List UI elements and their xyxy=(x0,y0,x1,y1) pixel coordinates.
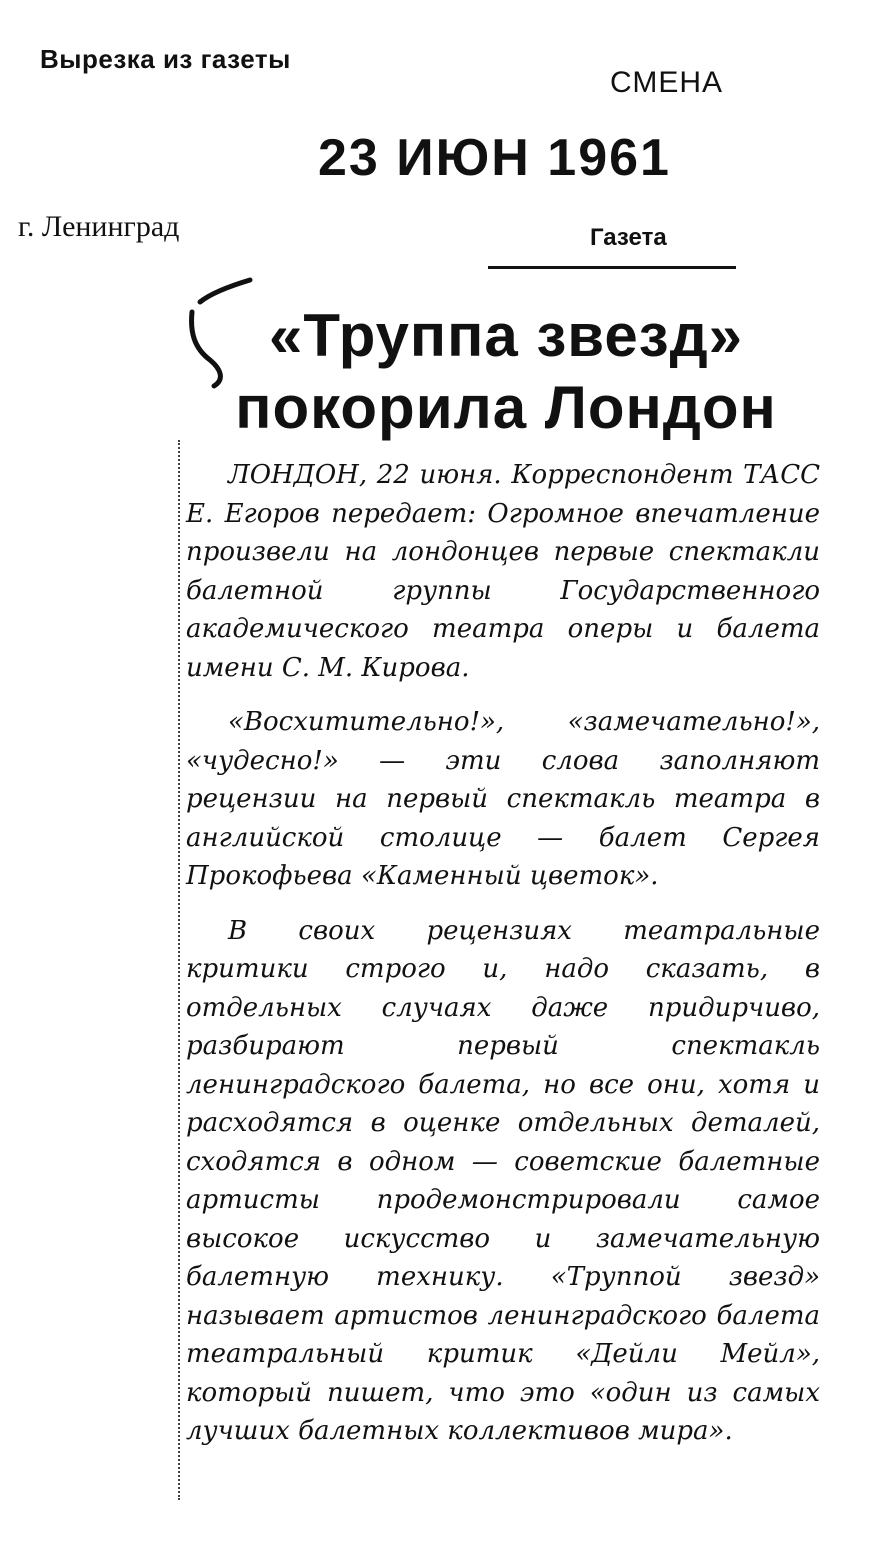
column-rule xyxy=(178,440,182,1500)
newspaper-name: СМЕНА xyxy=(610,66,724,99)
header-divider xyxy=(488,266,736,269)
article-paragraph: В своих рецензиях театральные критики строго и, надо сказать, в отдельных случаях даже придирчиво, разбирают первый спектакль ленинградского балета, но все они, хотя и расходятся в оценке отдельных деталей, сходятся в одном — советские балетные артисты продемонстрировали самое высокое искусство и замечательную балетную технику. «Труппой звезд» называет артистов ленинградского балета театральный критик «Дейли Мейл», который пишет, что это «один из самых лучших балетных коллективов мира». xyxy=(186,915,820,1446)
article-paragraph: ЛОНДОН, 22 июня. Корреспондент ТАСС Е. Егоров передает: Огромное впечатление произвели на лондонцев первые спектакли балетной группы Государственного академического театра оперы и балета имени С. М. Кирова. xyxy=(186,460,820,683)
date-stamp: 23 ИЮН 1961 xyxy=(318,129,671,187)
city-label: г. Ленинград xyxy=(18,210,180,243)
article-paragraph: «Восхитительно!», «замечательно!», «чудесно!» — эти слова заполняют рецензии на первый спектакль театра в английской столице — балет Сергея Прокофьева «Каменный цветок». xyxy=(186,707,820,891)
article-body xyxy=(186,456,820,1467)
headline-line-1: «Труппа звезд» xyxy=(268,302,744,369)
headline xyxy=(186,300,826,444)
publication-type: Газета xyxy=(590,224,667,251)
headline-line-2: покорила Лондон xyxy=(235,374,777,441)
clipping-label: Вырезка из газеты xyxy=(40,44,291,74)
article-headline-block xyxy=(186,300,826,444)
